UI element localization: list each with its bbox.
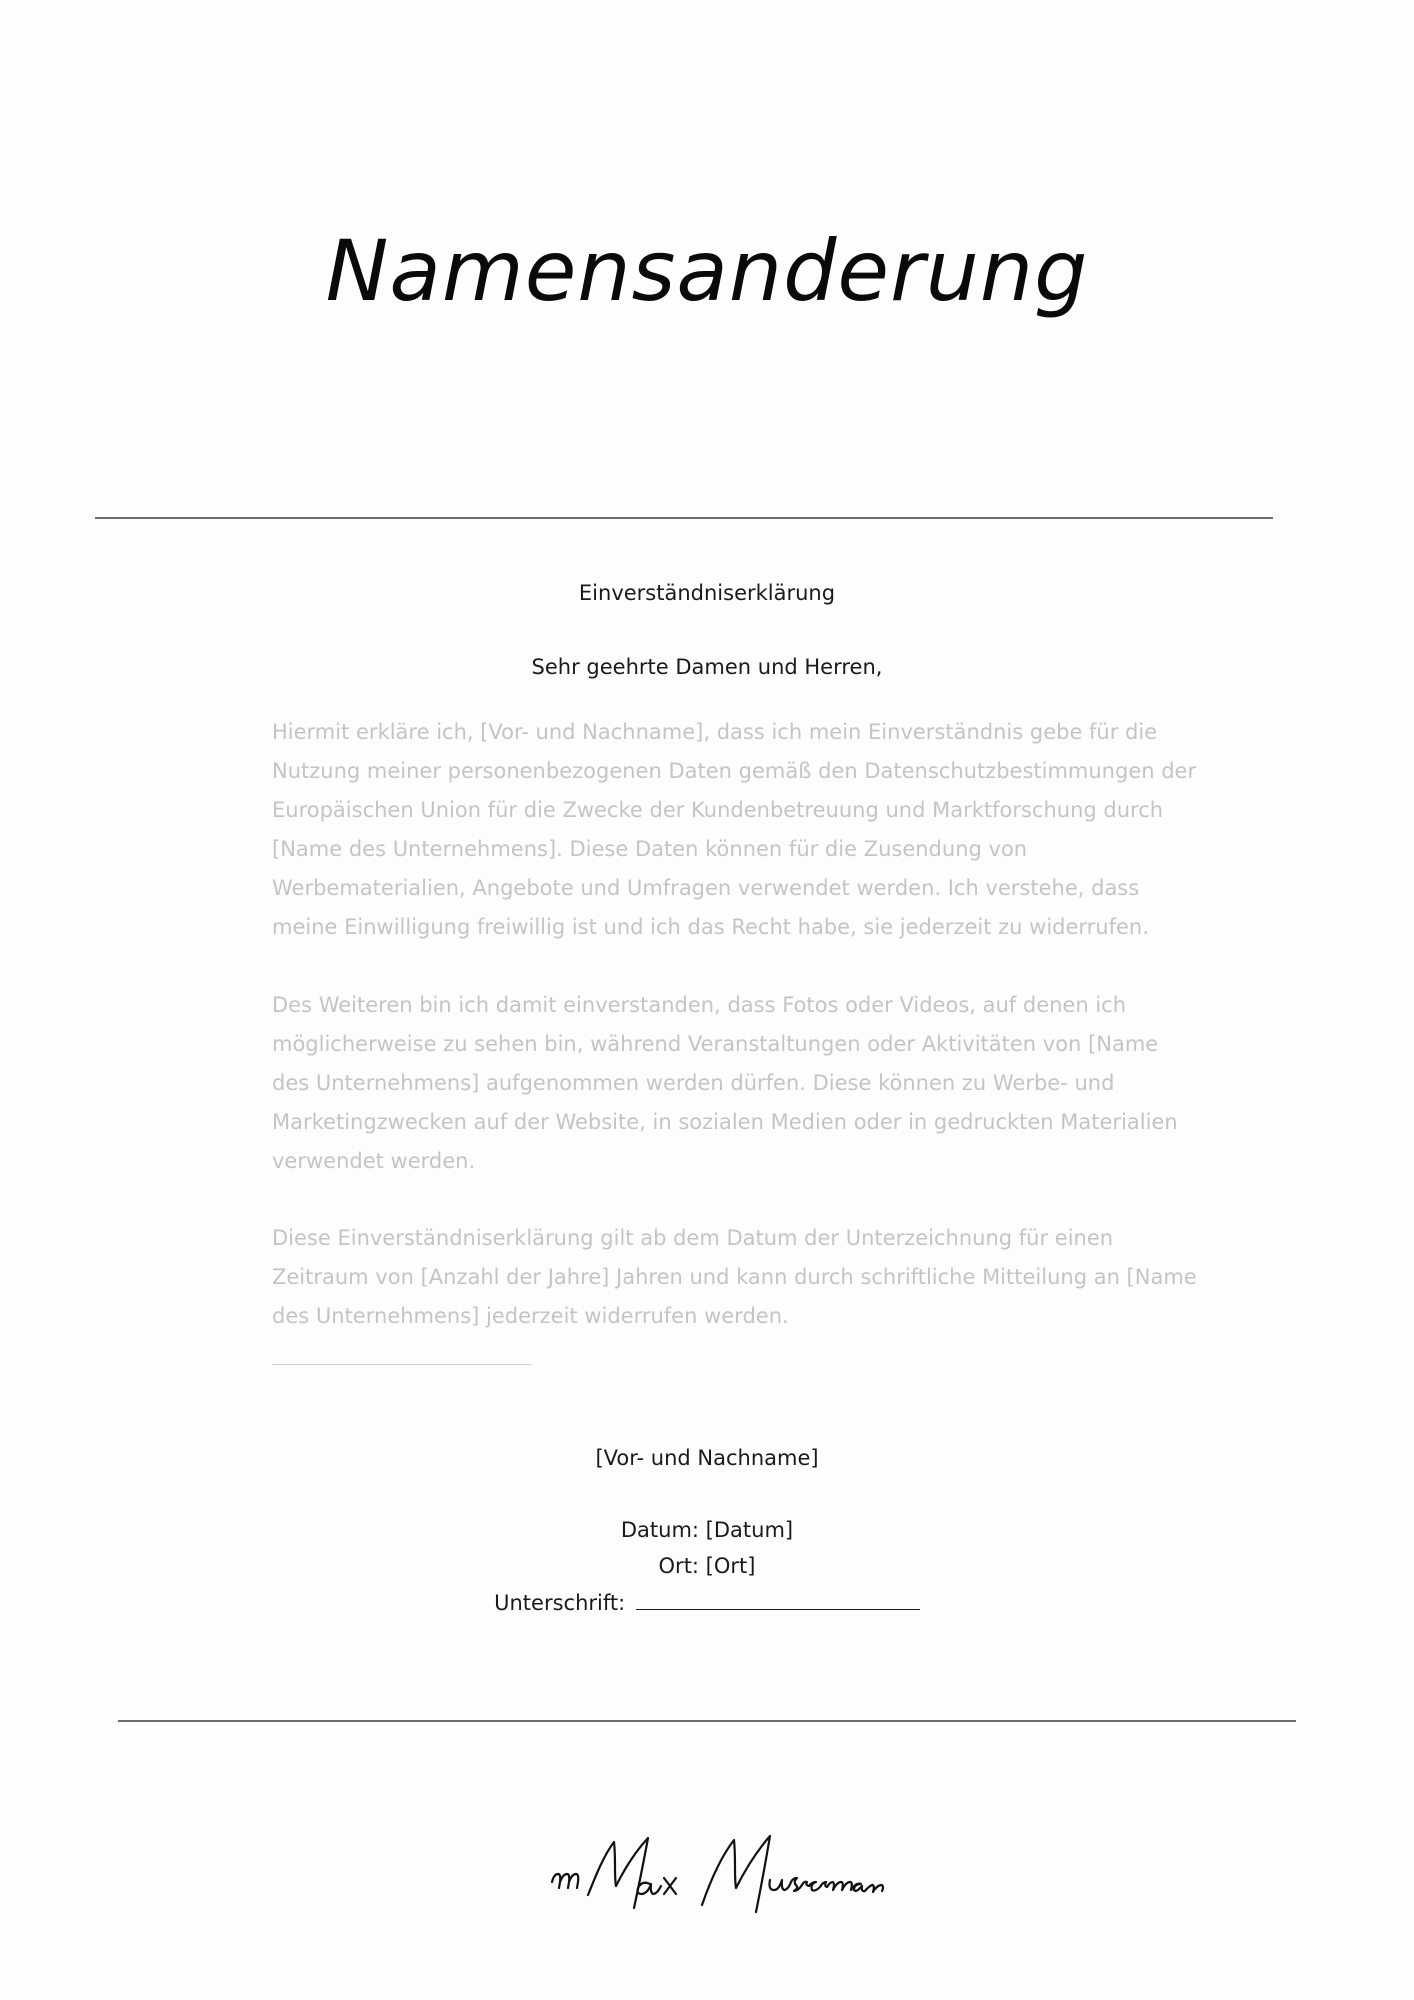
handwritten-signature (530, 1820, 910, 1930)
date-field: Datum: [Datum] (620, 1518, 794, 1542)
bottom-divider (118, 1720, 1296, 1722)
section-heading: Einverständniserklärung (578, 581, 836, 605)
salutation: Sehr geehrte Damen und Herren, (531, 655, 883, 679)
signature-label: Unterschrift: (494, 1591, 626, 1615)
body-paragraph-2: Des Weiteren bin ich damit einverstanden, dass Fotos oder Videos, auf denen ich möglicherweise zu sehen bin, während Veranstaltungen oder Aktivitäten von [Name des Unternehmens] aufgenommen werden dürfen. Diese können zu Werbe- und Marketingzwecken auf der Website, in sozialen Medien oder in gedruckten Materialien verwendet werden. (272, 993, 1178, 1173)
name-placeholder: [Vor- und Nachname] (595, 1446, 819, 1470)
page-title: Namensanderung (325, 222, 1089, 321)
body-paragraph-1: Hiermit erkläre ich, [Vor- und Nachname], dass ich mein Einverständnis gebe für die Nutzung meiner personenbezogenen Daten gemäß den Datenschutzbestimmungen der Europäischen Union für die Zwecke der Kundenbetreuung und Marktforschung durch [Name des Unternehmens]. Diese Daten können für die Zusendung von Werbematerialien, Angebote und Umfragen verwendet werden. Ich verstehe, dass meine Einwilligung freiwillig ist und ich das Recht habe, sie jederzeit zu widerrufen. (272, 720, 1197, 939)
signature-field (0, 1587, 1414, 1618)
top-divider (95, 517, 1273, 519)
short-separator (272, 1364, 532, 1365)
signature-blank-line (636, 1587, 920, 1610)
body-paragraph-3: Diese Einverständniserklärung gilt ab dem Datum der Unterzeichnung für einen Zeitraum von [Anzahl der Jahre] Jahren und kann durch schriftliche Mitteilung an [Name des Unternehmens] jederzeit widerrufen werden. (272, 1226, 1197, 1328)
place-field: Ort: [Ort] (658, 1554, 756, 1578)
